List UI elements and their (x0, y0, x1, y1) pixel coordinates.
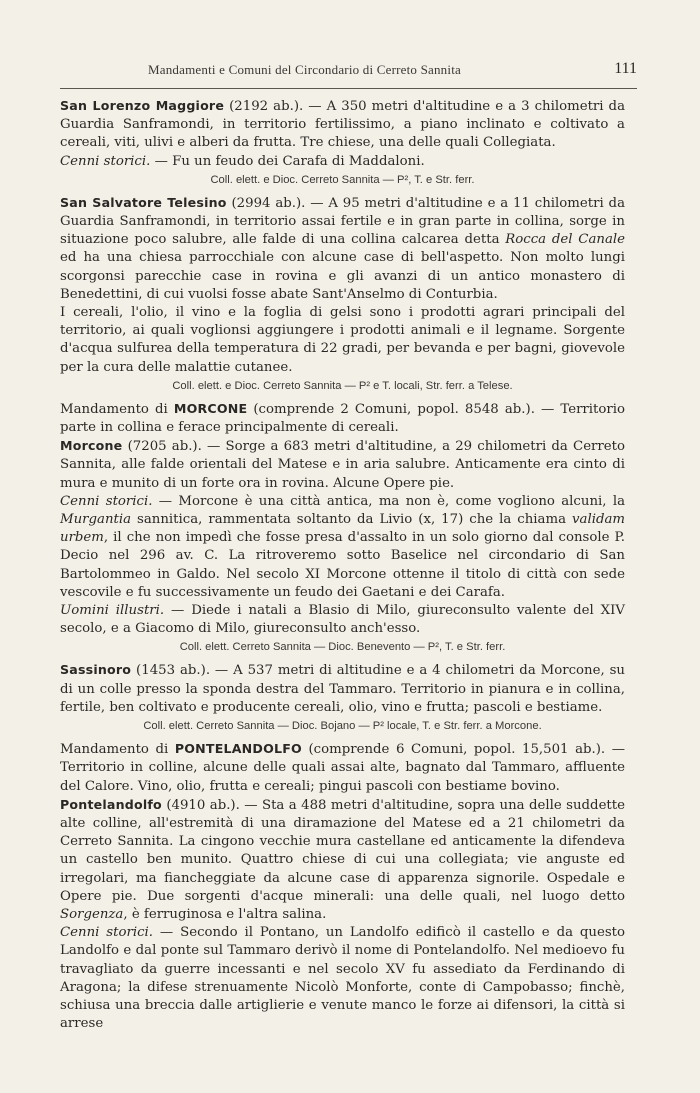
italic-term: Rocca del Canale (505, 232, 625, 248)
italic-term: Murgantia (60, 512, 132, 528)
admin-note: Coll. elett. Cerreto Sannita — Dioc. Benevento — P², T. e Str. ferr. (179, 641, 506, 654)
admin-note: Coll. elett. Cerreto Sannita — Dioc. Bojano — P² locale, T. e Str. ferr. a Morcone. (143, 720, 542, 733)
entry-paragraph: Pontelandolfo (4910 ab.). — Sta a 488 metri d'altitudine, sopra una delle suddette alte colline, all'estremità di una diramazione del Matese ed a 21 chilometri da Cerreto Sannita. La cingono vecchie mura castellane ed anticamente la difendeva un castello ben munito. Quattro chiese di cui una collegiata; vie anguste ed irregolari, ma fiancheggiate da alcune case di apparenza signorile. Ospedale e Opere pie. Due sorgenti d'acque minerali: una delle quali, nel luogo detto Sorgenza, è ferruginosa e l'altra salina. (60, 796, 625, 922)
place-name: Sassinoro (60, 662, 132, 678)
page-body (60, 97, 625, 1033)
page-header (60, 60, 637, 82)
notable-people: Uomini illustri. — Diede i natali a Blasio di Milo, giureconsulto valente del XIV secolo, e a Giacomo di Milo, giureconsulto anch'esso. (60, 603, 625, 637)
place-name: San Lorenzo Maggiore (60, 98, 225, 113)
district-paragraph: Mandamento di PONTELANDOLFO (comprende 6 Comuni, popol. 15,501 ab.). — Territorio in colline, alcune delle quali assai alte, bagnato dal Tammaro, affluente del Calore. Vino, olio, frutta e cereali; pingui pascoli con bestiame bovino. (60, 741, 626, 794)
entry-paragraph: San Lorenzo Maggiore (2192 ab.). — A 350 metri d'altitudine e a 3 chilometri da Guardia Sanframondi, in territorio fertilissimo, a piano inclinato e coltivato a cereali, viti, ulivi e alberi da frutta. Tre chiese, una delle quali Collegiata. (60, 98, 625, 151)
italic-term: validam urbem (60, 512, 625, 546)
admin-note: Coll. elett. e Dioc. Cerreto Sannita — P² e T. locali, Str. ferr. a Telese. (172, 379, 513, 392)
district-paragraph: Mandamento di MORCONE (comprende 2 Comuni, popol. 8548 ab.). — Territorio parte in collina e ferace principalmente di cereali. (60, 400, 625, 436)
entry-paragraph: I cereali, l'olio, il vino e la foglia di gelsi sono i prodotti agrari principali del territorio, ai quali voglionsi aggiungere i prodotti animali e il legname. Sorgente d'acqua sulfurea della temperatura di 22 gradi, per bevanda e per bagni, giovevole per la cura delle malattie cutanee. (60, 305, 625, 375)
running-title: Mandamenti e Comuni del Circondario di Cerreto Sannita (148, 62, 461, 77)
entry-paragraph: Sassinoro (1453 ab.). — A 537 metri di altitudine e a 4 chilometri da Morcone, su di un colle presso la sponda destra del Tammaro. Territorio in pianura e in collina, fertile, ben coltivato e producente cereali, olio, vino e frutta; pascoli e bestiame. (60, 662, 625, 715)
page-number: 111 (614, 60, 637, 77)
section-label: Cenni storici. (60, 925, 154, 941)
place-name: Pontelandolfo (60, 796, 162, 812)
historical-notes: Cenni storici. — Fu un feudo dei Carafa di Maddaloni. (60, 153, 425, 169)
section-label: Cenni storici. (60, 493, 153, 509)
italic-term: Sorgenza (60, 906, 124, 922)
admin-note: Coll. elett. e Dioc. Cerreto Sannita — P², T. e Str. ferr. (210, 173, 475, 186)
header-rule (60, 88, 637, 89)
section-label: Uomini illustri. (60, 603, 165, 619)
place-name: San Salvatore Telesino (60, 194, 227, 210)
historical-notes: Cenni storici. — Morcone è una città antica, ma non è, come vogliono alcuni, la Murgantia sannitica, rammentata soltanto da Livio (x, 17) che la chiama validam urbem, il che non impedì che fosse presa d'assalto in un solo giorno dal console P. Decio nel 296 av. C. La ritroveremo sotto Baselice nel circondario di San Bartolommeo in Galdo. Nel secolo XI Morcone ottenne il titolo di città con sede vescovile e fu successivamente un feudo dei Gaetani e dei Carafa. (60, 493, 625, 600)
district-name: MORCONE (173, 400, 248, 416)
place-name: Morcone (60, 438, 123, 454)
district-name: PONTELANDOLFO (174, 741, 302, 757)
entry-paragraph: Morcone (7205 ab.). — Sorge a 683 metri d'altitudine, a 29 chilometri da Cerreto Sannita, alle falde orientali del Matese e in aria salubre. Anticamente era cinto di mura e munito di un forte ora in rovina. Alcune Opere pie. (60, 438, 625, 491)
historical-notes: Cenni storici. — Secondo il Pontano, un Landolfo edificò il castello e da questo Landolfo e dal ponte sul Tammaro derivò il nome di Pontelandolfo. Nel medioevo fu travagliato da guerre incessanti e nel secolo XV fu assediato da Ferdinando di Aragona; la difese strenuamente Nicolò Monforte, conte di Campobasso; finchè, schiusa una breccia dalle artiglierie e venute manco le forze ai difensori, la città si arrese (60, 925, 626, 1032)
section-label: Cenni storici. (60, 153, 151, 169)
entry-paragraph: San Salvatore Telesino (2994 ab.). — A 95 metri d'altitudine e a 11 chilometri da Guardia Sanframondi, in territorio assai fertile e in gran parte in collina, sorge in situazione poco salubre, alle falde di una collina calcarea detta Rocca del Canale ed ha una chiesa parrocchiale con alcune case di bell'aspetto. Non molto lungi scorgonsi parecchie case in rovina e gli avanzi di un antico monastero di Benedettini, di cui vuolsi fosse abate Sant'Anselmo di Conturbia. (60, 194, 626, 302)
